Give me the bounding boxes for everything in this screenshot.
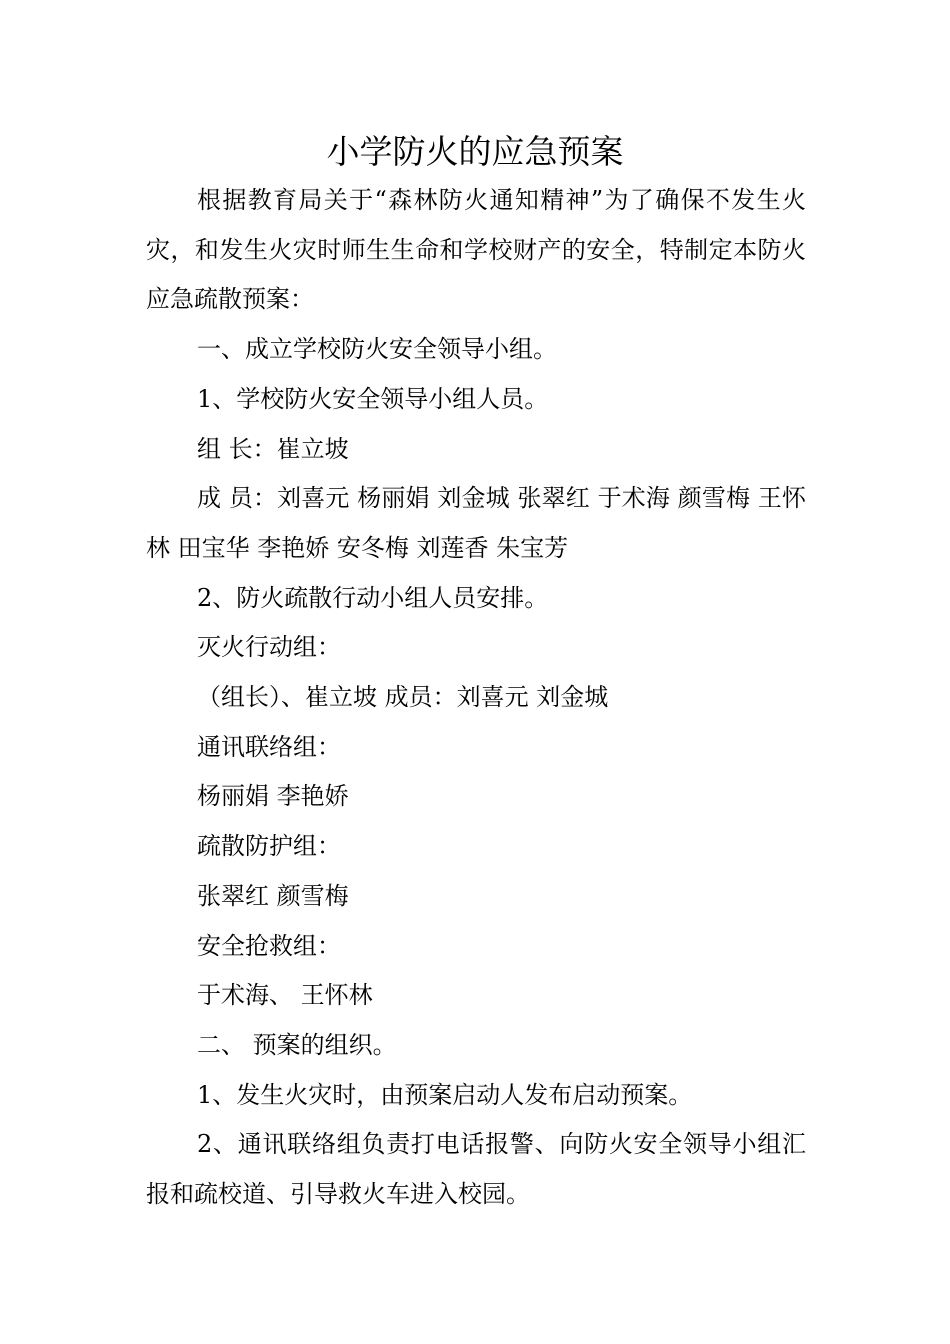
group-members-line: 成 员：刘喜元 杨丽娟 刘金城 张翠红 于术海 颜雪梅 王怀林 田宝华 李艳娇 安冬梅 刘莲香 朱宝芳 bbox=[146, 484, 806, 562]
evacuation-team-members: 张翠红 颜雪梅 bbox=[197, 881, 349, 910]
rescue-team-members: 于术海、 王怀林 bbox=[197, 981, 373, 1010]
communication-team-label: 通讯联络组： bbox=[197, 732, 341, 761]
document-body bbox=[146, 176, 806, 1220]
intro-paragraph: 根据教育局关于“森林防火通知精神”为了确保不发生火灾，和发生火灾时师生生命和学校财产的安全，特制定本防火应急疏散预案： bbox=[146, 186, 806, 314]
communication-team-members: 杨丽娟 李艳娇 bbox=[197, 782, 349, 811]
subsection-1-2: 2、防火疏散行动小组人员安排。 bbox=[197, 583, 549, 612]
section-heading-2: 二、 预案的组织。 bbox=[197, 1030, 397, 1059]
group-leader-line: 组 长：崔立坡 bbox=[197, 434, 349, 463]
document-title: 小学防火的应急预案 bbox=[326, 132, 624, 171]
fire-fighting-team-members: （组长）、崔立坡 成员：刘喜元 刘金城 bbox=[197, 683, 609, 712]
rescue-team-label: 安全抢救组： bbox=[197, 931, 341, 960]
evacuation-team-label: 疏散防护组： bbox=[197, 832, 341, 861]
fire-fighting-team-label: 灭火行动组： bbox=[197, 633, 341, 662]
section-2-item-2: 2、通讯联络组负责打电话报警、向防火安全领导小组汇报和疏校道、引导救火车进入校园。 bbox=[146, 1130, 806, 1209]
subsection-1-1: 1、学校防火安全领导小组人员。 bbox=[197, 384, 549, 413]
section-heading-1: 一、成立学校防火安全领导小组。 bbox=[197, 335, 557, 364]
section-2-item-1: 1、发生火灾时，由预案启动人发布启动预案。 bbox=[197, 1080, 693, 1109]
